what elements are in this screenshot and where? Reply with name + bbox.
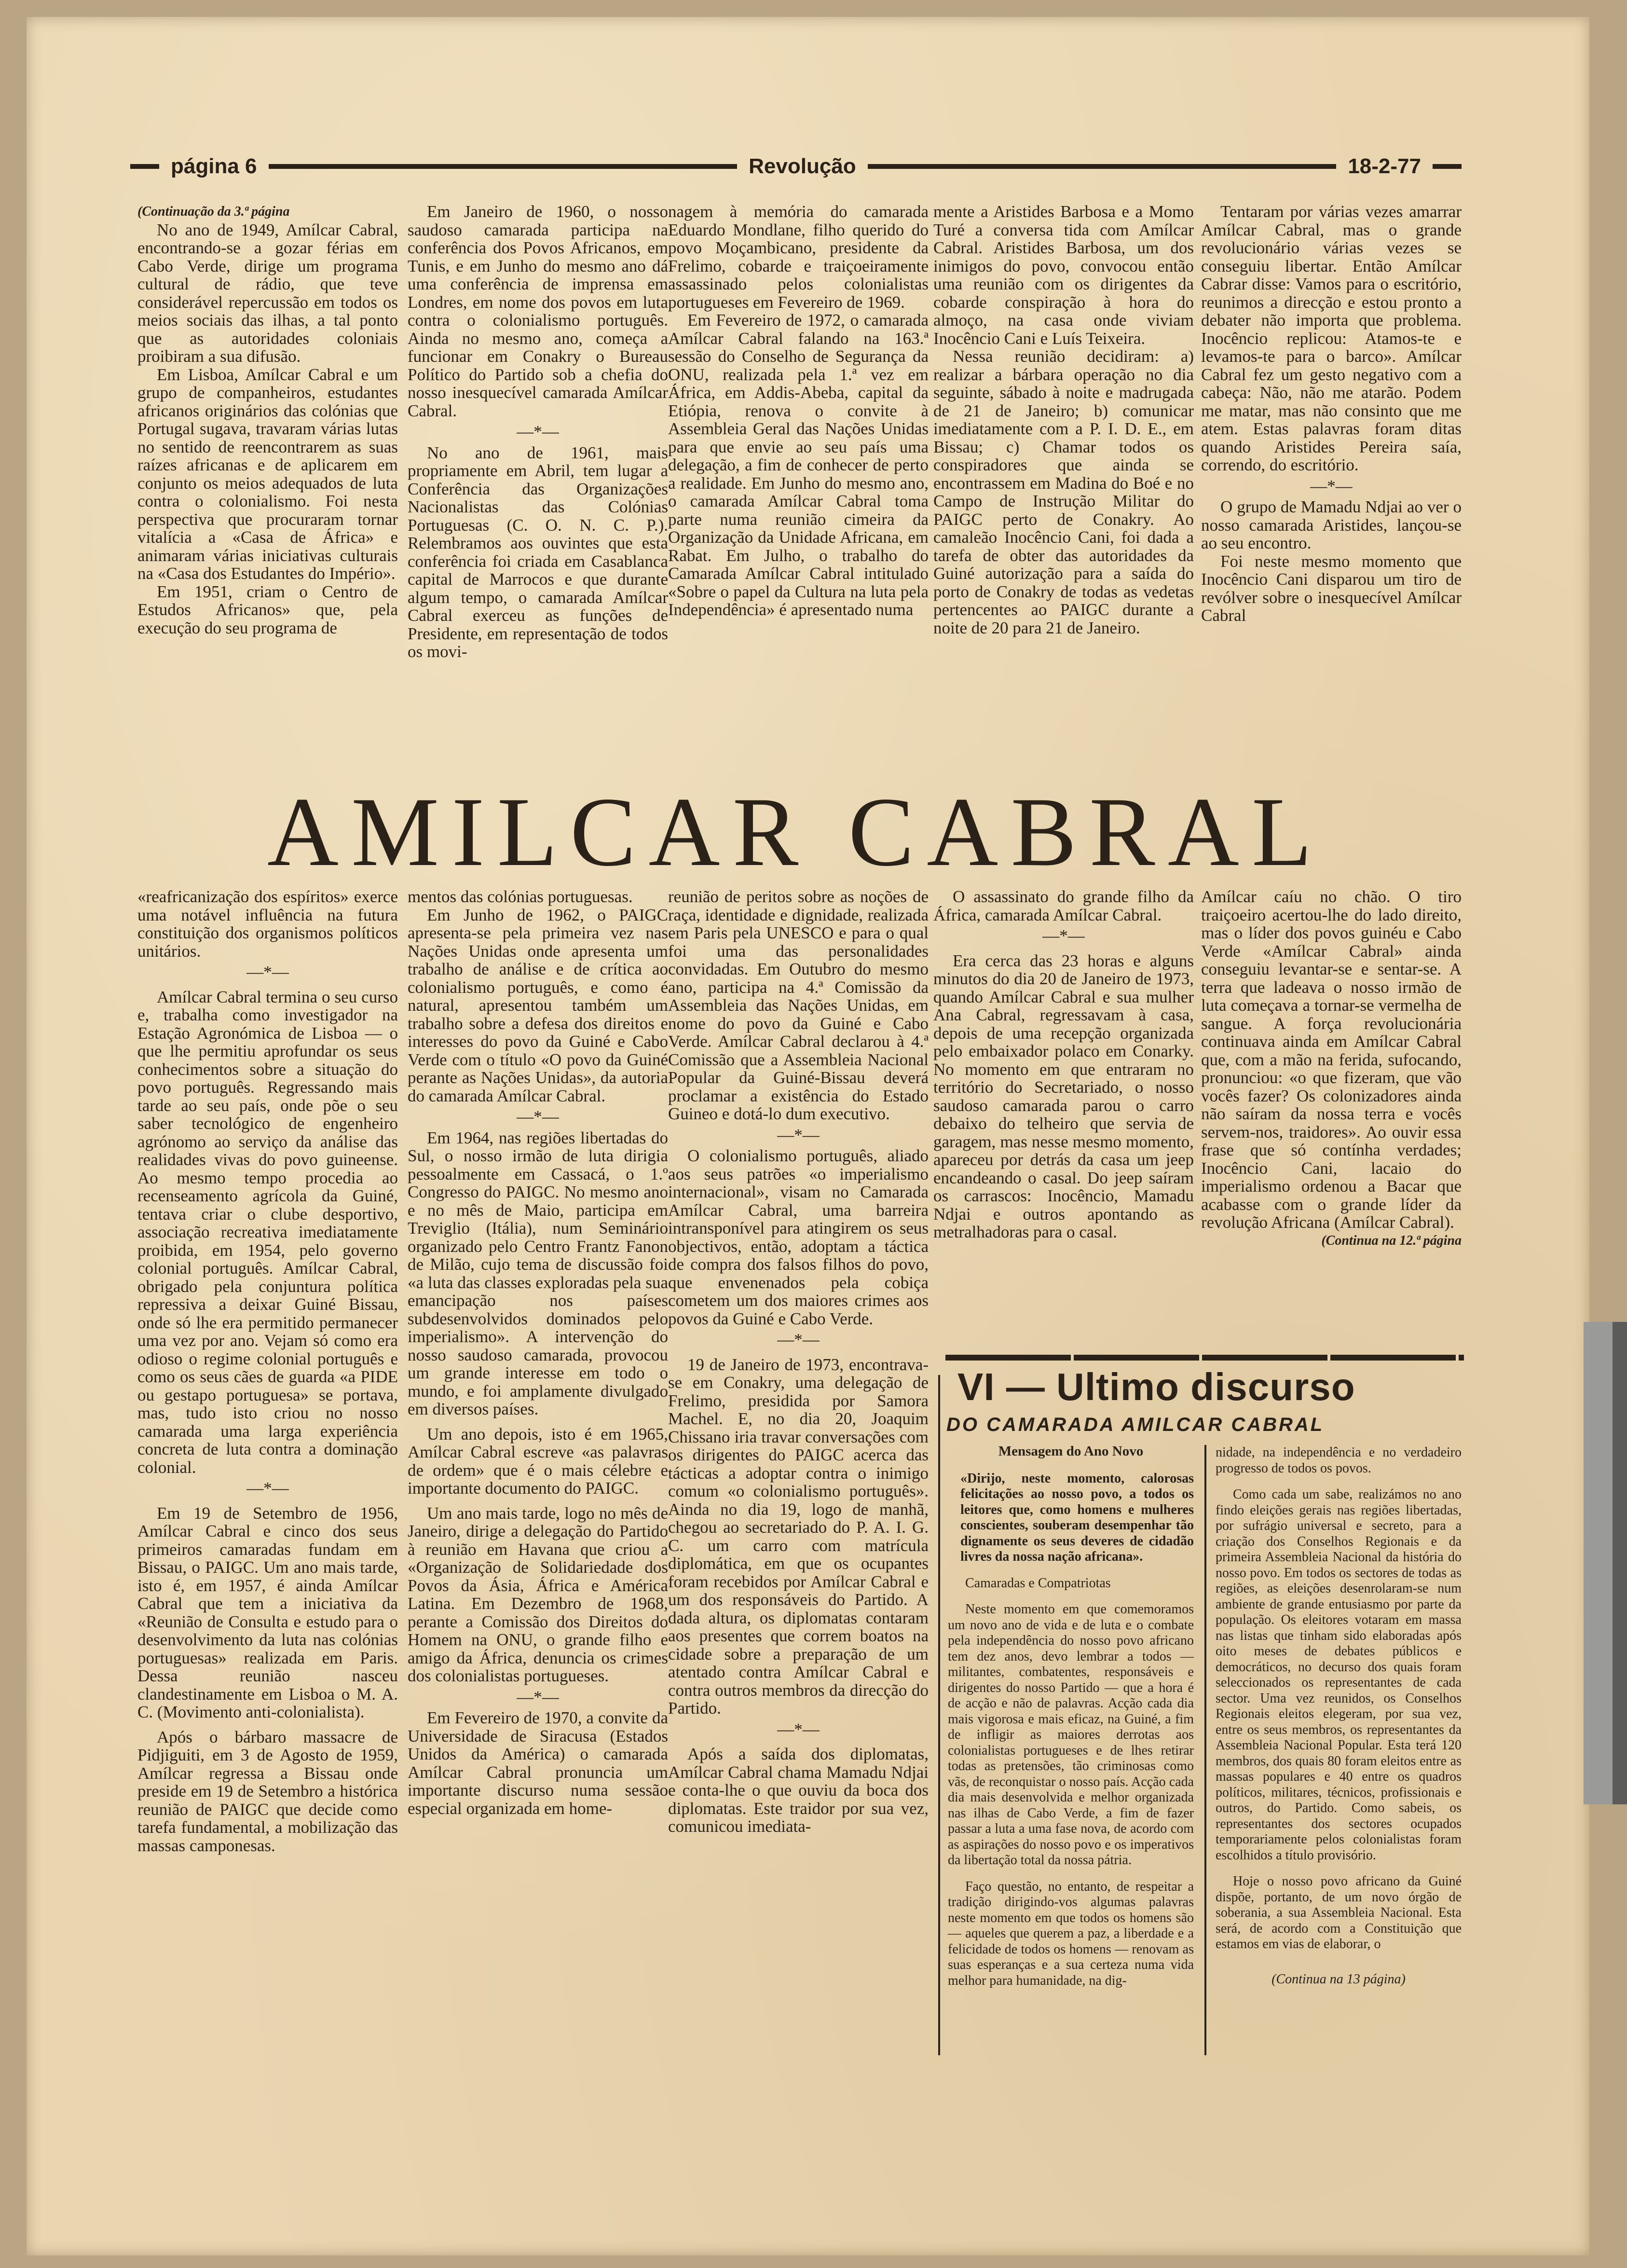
top-column-5 xyxy=(1201,203,1462,625)
bottom-column-1 xyxy=(137,888,398,1855)
separator: —*— xyxy=(246,1479,289,1498)
separator: —*— xyxy=(517,1107,559,1126)
paragraph: O grupo de Mamadu Ndjai ao ver o nosso camarada Aristides, lançou-se ao seu encontro. xyxy=(1201,497,1462,552)
paragraph: 19 de Janeiro de 1973, encontrava-se em Conakry, uma delegação de Frelimo, presidida por Samora Machel. E, no dia 20, Joaquim Chissano iria travar conversações com os dirigentes do PAIGC acerca das tácticas a adoptar contra o inimigo comum «o colonialismo português». Ainda no dia 19, logo de manhã, chegou ao secretariado do P. A. I. G. C. um carro com matrícula diplomática, em que os ocupantes foram recebidos por Amílcar Cabral e um dos responsáveis do Partido. A dada altura, os diplomatas contaram aos presentes que correm boatos na cidade sobre a preparação de um atentado contra Amílcar Cabral e contra outros membros da direcção do Partido. xyxy=(668,1355,929,1718)
paragraph: Em Janeiro de 1960, o nosso saudoso camarada participa na conferência dos Povos Africanos, em Tunis, e em Junho do mesmo ano dá uma conferência de imprensa em Londres, em nome dos povos em luta contra o colonialismo português. Ainda no mesmo ano, começa a funcionar em Conakry o Bureau Político do Partido sob a chefia do nosso inesquecível camarada Amílcar Cabral. xyxy=(408,202,668,420)
header-rule xyxy=(1433,164,1462,169)
separator: —*— xyxy=(517,1687,559,1706)
scan-edge-strip-dark xyxy=(1613,1322,1627,1804)
paragraph: Amílcar Cabral termina o seu curso e, trabalha como investigador na Estação Agronómica de Lisboa — o que lhe permitiu aprofundar os seus conhecimentos sobre a situação do povo português. Regressando mais tarde ao seu país, onde põe o seu saber tecnológico de engenheiro agrónomo ao serviço da análise das realidades vivas do povo guineense. Ao mesmo tempo procedia ao recenseamento agrícola da Guiné, tentava criar o clube desportivo, associação recreativa imediatamente proibida, em 1954, pelo governo colonial português. Amílcar Cabral, obrigado pela conjuntura política repressiva a deixar Guiné Bissau, onde só lhe era permitido permanecer uma vez por ano. Vejam só como era odioso o regime colonial português e como os seus cães de guarda «a PIDE ou gestapo portuguesa» se portava, mas, tudo isto criou no nosso camarada uma larga experiência concreta de luta contra a dominação colonial. xyxy=(137,987,398,1477)
speech-salutation: Camaradas e Compatriotas xyxy=(965,1575,1111,1591)
continuation-note: (Continua na 12.ª página xyxy=(1321,1233,1462,1248)
paragraph: reunião de peritos sobre as noções de raça, identidade e dignidade, realizada em Paris pela UNESCO e para o qual foi uma das personalidades convidadas. Em Outubro do mesmo ano, participa na 4.ª Comissão da Assembleia das Nações Unidas, em nome do povo da Guiné e Cabo Verde. Amílcar Cabral declarou à 4.ª Comissão que a Assembleia Nacional Popular da Guiné-Bissau deverá proclamar a existência do Estado Guineo e dotá-lo dum executivo. xyxy=(668,887,929,1123)
paragraph: O assassinato do grande filho da África, camarada Amílcar Cabral. xyxy=(933,887,1194,924)
paragraph: Era cerca das 23 horas e alguns minutos do dia 20 de Janeiro de 1973, quando Amílcar Cabral e sua mulher Ana Cabral, regressavam à casa, depois de uma recepção organizada pelo embaixador polaco em Conarky. No momento em que entraram no território do Secretariado, o nosso saudoso camarada parou o carro debaixo do telheiro que servia de garagem, mas nesse mesmo momento, apareceu por detrás da casa um jeep encandeando o casal. Do jeep saíram os carrascos: Inocêncio, Mamadu Ndjai e outros apontando as metralhadoras para o casal. xyxy=(933,951,1194,1241)
separator: —*— xyxy=(246,962,289,981)
continuation-note: (Continua na 13 página) xyxy=(1272,1971,1406,1987)
paragraph: Como cada um sabe, realizámos no ano findo eleições gerais nas regiões libertadas, por sufrágio universal e secreto, para a criação dos Conselhos Regionais e da primeira Assembleia Nacional da história do nosso povo. Em todos os sectores de todas as regiões, as eleições desenrolaram-se num ambiente de grande entusiasmo por parte da população. Os eleitores votaram em massa nas listas que tinham sido elaboradas após oito meses de debates públicos e democráticos, no decurso dos quais foram seleccionados os representantes de cada sector. Uma vez reunidos, os Conselhos Regionais eleitos elegeram, por sua vez, entre os seus membros, os representantes da Assembleia Nacional Popular. Esta terá 120 membros, dos quais 80 foram eleitos entre as massas populares e 40 entre os quadros políticos, militares, técnicos, profissionais e outros, do Partido. Como sabeis, os representantes dos sectores ocupados temporariamente pelos colonialistas foram escolhidos a título provisório. xyxy=(1216,1487,1462,1863)
top-column-1 xyxy=(137,203,398,637)
paragraph: Um ano mais tarde, logo no mês de Janeiro, dirige a delegação do Partido à reunião em Havana que criou a «Organização de Solidariedade dos Povos da Ásia, África e América Latina. Em Dezembro de 1968, perante a Comissão dos Direitos do Homem na ONU, o grande filho e amigo da África, denuncia os crimes dos colonialistas portugueses. xyxy=(408,1503,668,1685)
paragraph: Um ano depois, isto é em 1965, Amílcar Cabral escreve «as palavras de ordem» que é o mais célebre e importante documento do PAIGC. xyxy=(408,1424,668,1498)
paragraph: Em 1964, nas regiões libertadas do Sul, o nosso irmão de luta dirigia pessoalmente em Cassacá, o 1.º Congresso do PAIGC. No mesmo ano e no mês de Maio, participa em Treviglio (Itália), num Seminário organizado pelo Centro Frantz Fanon de Milão, cujo tema de discussão foi «a luta das classes exploradas pela sua emancipação nos países subdesenvolvidos dominados pelo imperialismo». A intervenção do nosso saudoso camarada, provocou um grande interesse em todo o mundo, e foi amplamente divulgado em diversos países. xyxy=(408,1128,668,1418)
newspaper-title: Revolução xyxy=(749,154,856,178)
separator: —*— xyxy=(1310,476,1353,495)
bottom-column-2 xyxy=(408,888,668,1817)
continuation-note: (Continuação da 3.ª página xyxy=(137,204,290,219)
header-rule xyxy=(130,164,159,169)
separator: —*— xyxy=(777,1125,820,1144)
issue-date: 18-2-77 xyxy=(1348,154,1421,178)
paragraph: No ano de 1949, Amílcar Cabral, encontrando-se a gozar férias em Cabo Verde, dirige um programa cultural de rádio, que teve considerável repercussão em todos os meios sociais das ilhas, a tal ponto que as autoridades coloniais proibiram a sua difusão. xyxy=(137,220,398,366)
paragraph: nagem à memória do camarada Eduardo Mondlane, filho querido do povo Moçambicano, presidente da Frelimo, cobarde e traiçoeiramente assassinado pelos colonialistas portugueses em Fevereiro de 1969. xyxy=(668,202,929,312)
speech-message-heading: Mensagem do Ano Novo xyxy=(998,1443,1144,1459)
box-column-rule xyxy=(1204,1445,1206,2055)
paragraph: Em 19 de Setembro de 1956, Amílcar Cabral e cinco dos seus primeiros camaradas fundam em Bissau, o PAIGC. Um ano mais tarde, isto é, em 1957, é ainda Amílcar Cabral que tem a iniciativa da «Reunião de Consulta e estudo para o desenvolvimento da luta nas colónias portuguesas» realizada em Paris. Dessa reunião nasceu clandestinamente em Lisboa o M. A. C. (Movimento anti-colonialista). xyxy=(137,1503,398,1721)
paragraph: «reafricanização dos espíritos» exerce uma notável influência na futura constituição dos organismos políticos unitários. xyxy=(137,887,398,961)
speech-quote: «Dirijo, neste momento, calorosas felicitações ao nosso povo, a todos os leitores que, como homens e mulheres conscientes, souberam desempenhar tão dignamente os seus deveres de cidadão livres da nossa nação africana». xyxy=(960,1471,1194,1564)
paragraph: Foi neste mesmo momento que Inocêncio Cani disparou um tiro de revólver sobre o inesquecível Amílcar Cabral xyxy=(1201,551,1462,625)
paragraph: No ano de 1961, mais propriamente em Abril, tem lugar a Conferência das Organizações Nacionalistas das Colónias Portuguesas (C. O. N. C. P.). Relembramos aos ouvintes que esta conferência foi criada em Casablanca capital de Marrocos e que durante algum tempo, o camarada Amílcar Cabral exerceu as funções de Presidente, em representação de todos os movi- xyxy=(408,443,668,661)
paragraph: Nessa reunião decidiram: a) realizar a bárbara operação no dia seguinte, sábado à noite e madrugada de 21 de Janeiro; b) comunicar imediatamente com a P. I. D. E., em Bissau; c) Chamar todos os conspiradores que ainda se encontrassem em Madina do Boé e no Campo de Instrução Militar do PAIGC perto de Conakry. Ao camaleão Inocêncio Cani, foi dada a tarefa de obter das autoridades da Guiné autorização para a saída do porto de Conakry de todas as vedetas pertencentes ao PAIGC durante a noite de 20 para 21 de Janeiro. xyxy=(933,347,1194,637)
speech-title: VI — Ultimo discurso xyxy=(957,1365,1355,1408)
paragraph: nidade, na independência e no verdadeiro progresso de todos os povos. xyxy=(1216,1445,1462,1476)
paragraph: Após a saída dos diplomatas, Amílcar Cabral chama Mamadu Ndjai e conta-lhe o que ouviu da boca dos diplomatas. Este traidor por sua vez, comunicou imediata- xyxy=(668,1745,929,1836)
paragraph: Em Junho de 1962, o PAIGC apresenta-se pela primeira vez nas Nações Unidas onde apresenta um trabalho de análise e de crítica ao colonialismo português, e como é natural, apresentou também um trabalho sobre a defesa dos direitos e interesses do povo da Guiné e Cabo Verde com o título «O povo da Guiné perante as Nações Unidas», da autoria do camarada Amílcar Cabral. xyxy=(408,905,668,1105)
paragraph: Faço questão, no entanto, de respeitar a tradição dirigindo-vos algumas palavras neste momento em que todos os homens são — aqueles que querem a paz, a liberdade e a felicidade de todos os homens — renovam as suas esperanças e a sua certeza numa vida melhor para humanidade, na dig- xyxy=(948,1879,1194,1988)
bottom-column-5 xyxy=(1201,888,1462,1250)
paragraph: Em 1951, criam o Centro de Estudos Africanos» que, pela execução do seu programa de xyxy=(137,582,398,637)
paragraph: Em Fevereiro de 1970, a convite da Universidade de Siracusa (Estados Unidos da América) o camarada Amílcar Cabral pronuncia um importante discurso numa sessão especial organizada em home- xyxy=(408,1708,668,1818)
speech-subtitle: DO CAMARADA AMILCAR CABRAL xyxy=(946,1414,1325,1435)
speech-column-2 xyxy=(1216,1445,1462,1987)
separator: —*— xyxy=(1042,926,1085,945)
top-column-2 xyxy=(408,203,668,661)
box-top-rule xyxy=(945,1355,1464,1361)
header-rule xyxy=(868,164,1337,169)
box-left-rule xyxy=(938,1375,940,2055)
paragraph: Tentaram por várias vezes amarrar Amílcar Cabral, mas o grande revolucionário várias vezes se conseguiu libertar. Então Amílcar Cabrar disse: Vamos para o escritório, reunimos a direcção e estou pronto a debater não importa que problema. Inocêncio replicou: Atamos-te e levamos-te para o barco». Amílcar Cabral fez um gesto negativo com a cabeça: Não, não me atarão. Podem me matar, mas não consinto que me atem. Estas palavras foram ditas quando Aristides Pereira saía, correndo, do escritório. xyxy=(1201,202,1462,474)
paragraph: O colonialismo português, aliado aos seus patrões «o imperialismo internacional», visam no Camarada Amílcar Cabral, uma barreira intransponível para atingirem os seus objectivos, então, adoptam a táctica de compra dos falsos filhos do povo, que envenenados pela cobiça cometem um dos maiores crimes aos povos da Guiné e Cabo Verde. xyxy=(668,1146,929,1328)
paragraph: Hoje o nosso povo africano da Guiné dispõe, portanto, de um novo órgão de soberania, a sua Assembleia Nacional. Esta será, de acordo com a Constituição que estamos em vias de elaborar, o xyxy=(1216,1874,1462,1952)
paragraph: Em Lisboa, Amílcar Cabral e um grupo de companheiros, estudantes africanos originários das colónias que Portugal sugava, travaram várias lutas no sentido de reencontrarem as suas raízes africanas e de aplicarem em conjunto os meios adequados de luta contra o colonialismo. Foi nesta perspectiva que procuraram tornar vitalícia a «Casa de África» e animaram várias iniciativas culturais na «Casa dos Estudantes do Império». xyxy=(137,365,398,583)
paragraph: Em Fevereiro de 1972, o camarada Amílcar Cabral falando na 163.ª sessão do Conselho de Segurança da ONU, realizada pela 1.ª vez em África, em Addis-Abeba, capital da Etiópia, renova o convite à Assembleia Geral das Nações Unidas para que envie ao seu país uma delegação, a fim de conhecer de perto a realidade. Em Junho do mesmo ano, o camarada Amílcar Cabral toma parte numa reunião cimeira da Organização da Unidade Africana, em Rabat. Em Julho, o trabalho do Camarada Amílcar Cabral intitulado «Sobre o papel da Cultura na luta pela Independência» é apresentado numa xyxy=(668,311,929,619)
bottom-column-4 xyxy=(933,888,1194,1241)
header-rule xyxy=(269,164,738,169)
page-header xyxy=(130,152,1462,181)
page-number: página 6 xyxy=(171,154,257,178)
paragraph: Neste momento em que comemoramos um novo ano de vida e de luta e o combate pela independência do nosso povo africano tem dez anos, devo lembrar a todos — militantes, combatentes, responsáveis e dirigentes do nosso Partido — que a hora é de acção e não de palavras. Acção cada dia mais vigorosa e mais eficaz, na Guiné, a fim de infligir as maiores derrotas aos colonialistas portugueses e de lhes retirar todas as pretensões, tão criminosas como vãs, de reconquistar o nosso país. Acção cada dia mais desenvolvida e melhor organizada nas ilhas de Cabo Verde, a fim de fazer passar a luta a uma fase nova, de acordo com as aspirações do nosso povo e os imperativos da libertação total da nossa pátria. xyxy=(948,1602,1194,1868)
separator: —*— xyxy=(517,422,559,441)
separator: —*— xyxy=(777,1719,820,1739)
separator: —*— xyxy=(777,1330,820,1349)
headline: AMILCAR CABRAL xyxy=(267,777,1325,887)
top-column-4 xyxy=(933,203,1194,637)
paragraph: mente a Aristides Barbosa e a Momo Turé a conversa tida com Amílcar Cabral. Aristides Barbosa, um dos inimigos do povo, convocou então uma reunião com os dirigentes da cobarde conspiração à hora do almoço, na casa onde viviam Inocêncio Cani e Luís Teixeira. xyxy=(933,202,1194,348)
top-column-3 xyxy=(668,203,929,619)
paragraph: Após o bárbaro massacre de Pidjiguiti, em 3 de Agosto de 1959, Amílcar regressa a Bissau onde preside em 19 de Setembro a histórica reunião de PAIGC que decide como tarefa fundamental, a mobilização das massas camponesas. xyxy=(137,1727,398,1855)
paragraph: mentos das colónias portuguesas. xyxy=(408,887,633,906)
bottom-column-3 xyxy=(668,888,929,1836)
speech-column-1 xyxy=(948,1443,1194,1989)
paragraph: Amílcar caíu no chão. O tiro traiçoeiro acertou-lhe do lado direito, mas o líder dos povos guinéu e Cabo Verde «Amílcar Cabral» ainda conseguiu levantar-se e sentar-se. A terra que ladeava o nosso irmão de luta começava a tornar-se vermelha de sangue. A força revolucionária continuava ainda em Amílcar Cabral que, com a mão na ferida, sufocando, pronunciou: «o que fizeram, que vão vocês fazer? Os colonizadores ainda não saíram da nossa terra e vocês servem-nos, traidores». Ao ouvir essa frase que só contínha verdades; Inocêncio Cani, lacaio do imperialismo ordenou a Bacar que acabasse com o grande líder da revolução Africana (Amílcar Cabral). xyxy=(1201,887,1462,1232)
